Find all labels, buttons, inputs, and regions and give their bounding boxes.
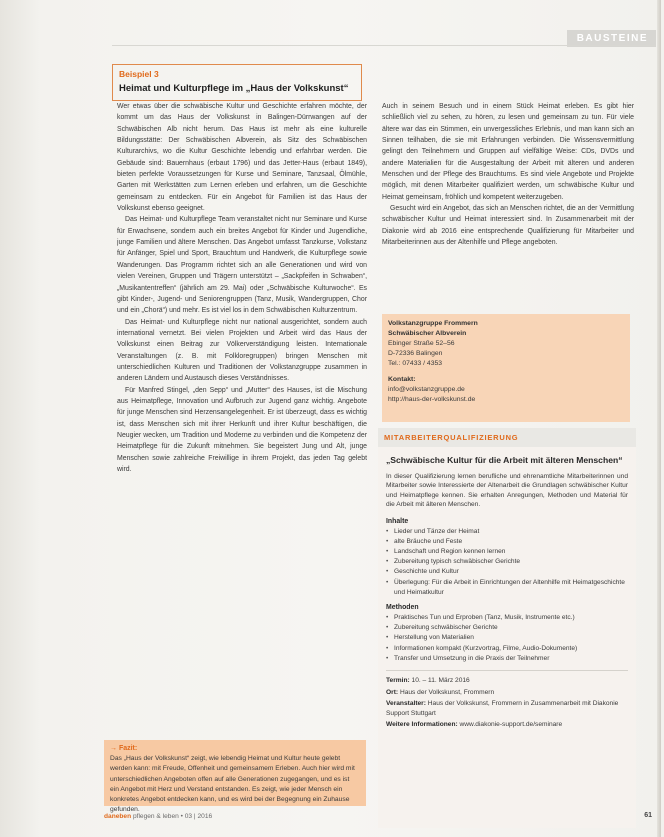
address-phone: Tel.: 07433 / 4353	[388, 360, 443, 367]
list-item: • Zubereitung schwäbischer Gerichte	[386, 623, 628, 633]
page-number: 61	[644, 812, 652, 819]
organizer-value: Haus der Volkskunst, Frommern in Zusammenarbeit mit Diakonie Support Stuttgart	[386, 700, 619, 717]
methods-list	[378, 613, 636, 666]
address-box	[382, 314, 630, 422]
paragraph: Das Heimat- und Kulturpflege nicht nur national ausgerichtet, sondern auch international vernetzt. Bei vielen Projekten und Arbeit wird das Haus der Volkskunst einen Beitrag zur Völkerverständigung leisten. Internationale Veranstaltungen (z. B. mit Folkloregruppen) bringen Menschen mit unterschiedlichen Kulturen und Traditionen der Volkstanzgruppe zusammen in anderen Ländern und Austausch dieses Verständnisses.	[117, 318, 367, 383]
methods-heading: Methoden	[386, 604, 419, 612]
qualification-title: „Schwäbische Kultur für die Arbeit mit älteren Menschen“	[386, 455, 623, 465]
contact-label: Kontakt:	[388, 376, 416, 383]
paragraph: Für Manfred Stingel, „den Sepp“ und „Mutter“ des Hauses, ist die Mischung aus Heimatpflege, Innovation und Aufbruch zur Jugend ganz wichtig. Angebote für junge Menschen sind Herzensangelegenheit. Er ist überzeugt, dass es wichtig ist, dass Menschen sich mit ihrer Herkunft und ihrer Kultur beschäftigen, die Neugier wecken, um Tradition und Moderne zu verbinden und die Kompetenz der Heimatpflege für die Zukunft mitnehmen. Sie begeistert Jung und Alt, junge Menschen sowie zahlreiche Freiwillige in ihrem Projekt, das jeden Tag gelebt wird.	[117, 386, 367, 473]
info-link[interactable]: www.diakonie-support.de/seminare	[459, 721, 563, 729]
fazit-label: → Fazit:	[110, 745, 138, 752]
footer-issue: pflegen & leben • 03 | 2016	[132, 813, 213, 820]
list-item: • alte Bräuche und Feste	[386, 537, 628, 547]
date-line	[378, 675, 636, 687]
date-label: Termin:	[386, 677, 410, 685]
footer-brand: daneben	[104, 813, 132, 820]
fazit-box	[104, 740, 366, 814]
info-line	[378, 719, 636, 731]
address-street: Ebinger Straße 52–56	[388, 340, 455, 347]
page-fold-shadow	[657, 0, 661, 837]
list-item: • Zubereitung typisch schwäbischer Gerichte	[386, 557, 628, 567]
organizer-label: Veranstalter:	[386, 700, 426, 708]
page-footer	[104, 813, 212, 820]
place-line	[378, 687, 636, 699]
list-item: • Informationen kompakt (Kurzvortrag, Filme, Audio-Dokumente)	[386, 644, 628, 654]
right-text-column	[382, 101, 634, 311]
contents-list	[378, 527, 636, 600]
paragraph: Wer etwas über die schwäbische Kultur und Geschichte erfahren möchte, der kommt um das Haus der Volkskunst in Balingen-Dürrwangen auf der Schwäbischen Alb nicht herum. Das Haus ist mehr als eine kulturelle Bildungsstätte: Der Schwäbischen Albverein, als Sitz des Schwäbischen Kulturarchivs, wo die Kultur Geschichte lebendig und erfahrbar werden. Die Gebäude sind: Bauernhaus (erbaut 1796) und das Jetter-Haus (erbaut 1849), bieten perfekte Voraussetzungen für Kurse und Seminare, Tanzsaal, Ölmühle, Garten mit Werkstätten zum Lernen erleben und erfahren, um die Geschichte gemeinsam zu entdecken. Für ein Angebot für Familien ist das Haus der Volkskunst ebenso geeignet.	[117, 103, 367, 213]
list-item: • Herstellung von Materialien	[386, 633, 628, 643]
address-city: D-72336 Balingen	[388, 350, 443, 357]
article-header-box	[112, 64, 362, 101]
left-text-column	[117, 101, 367, 736]
list-item: • Überlegung: Für die Arbeit in Einrichtungen der Altenhilfe mit Heimatgeschichte und Heimatkultur	[386, 578, 628, 598]
list-item: • Geschichte und Kultur	[386, 567, 628, 577]
section-tab: BAUSTEINE	[567, 30, 656, 47]
article-kicker: Beispiel 3	[119, 69, 159, 79]
date-value: 10. – 11. März 2016	[411, 677, 470, 685]
paragraph: Das Heimat- und Kulturpflege Team veranstaltet nicht nur Seminare und Kurse für Erwachsene, sondern auch ein breites Angebot für Kinder und Jugendliche, junge Familien und ältere Menschen. Das Angebot umfasst Tanzkurse, Volkstanz für Anfänger, Spiel und Sport, Brauchtum und Handwerk, die Kulturpflege sowie Wanderungen. Das Programm richtet sich an alle Generationen und wird von vielen Vereinen, Gruppen und Trägern unterstützt – „Sackpfeifen in Schwaben“, „Musikantentreffen“ (jährlich am 29. Mai) oder „Schwäbische Kulturwoche“. Es gibt Kinder-, Jugend- und Seniorengruppen (Tanz, Musik, Wandergruppen, Chor und ein „Chorä“) und mehr. Es ist viel los in dem Schwäbischen Kulturzentrum.	[117, 216, 367, 315]
qualification-intro: In dieser Qualifizierung lernen berufliche und ehrenamtliche Mitarbeiterinnen und Mitarbeiter sowie Interessierte der Altenarbeit die Grundlagen schwäbischer Kultur und Heimatpflege kennen. Sie erhalten Anregungen, Methoden und Material für die Arbeit mit älteren Menschen.	[386, 473, 628, 509]
contact-email-link[interactable]: info@volkstanzgruppe.de	[388, 386, 465, 393]
address-sub: Schwäbischer Albverein	[388, 330, 467, 337]
paragraph: Auch in seinem Besuch und in einem Stück Heimat erleben. Es gibt hier schließlich viel zu sehen, zu hören, zu lesen und gemeinsam zu tun. Für viele ältere war das ein Stimmen, ein unvergessliches Erlebnis, und man kann sich an Sinnen teilhaben, die sie mit Erfahrungen verbinden. Die Wissensvermittlung gelingt den Teilnehmern und Gruppen auf vielfältige Weise: CDs, DVDs und andere Materialien für die Ausgestaltung der Arbeit mit älteren und anderen Menschen und der Pflege des Brauchtums. Es sind viele Angebote und Projekte möglich, mit denen Mitarbeiter qualifiziert werden, um schwäbische Kultur und Heimat gemeinsam, fröhlich und kompetent weiterzugeben.	[382, 103, 634, 201]
contact-web-link[interactable]: http://haus-der-volkskunst.de	[388, 396, 476, 403]
fazit-text: Das „Haus der Volkskunst“ zeigt, wie lebendig Heimat und Kultur heute gelebt werden kann: mit Freude, Offenheit und gemeinsamem Erleben. Auch hier wird mit unterschiedlichen Angeboten offen auf alle Generationen zugegangen, und es ist ein Angebot mit Herz und Verstand entstanden. Es zeigt, wie jeder Mensch ein konkretes Angebot entdecken kann, und es wird bei der Begegnung ein Zuhause gefunden.	[110, 755, 355, 814]
qualification-band: MITARBEITERQUALIFIZIERUNG	[378, 428, 636, 447]
paragraph: Gesucht wird ein Angebot, das sich an Menschen richtet, die an der Vermittlung schwäbischer Kultur und Heimat interessiert sind. In Zusammenarbeit mit der Diakonie wird ab 2016 eine entsprechende Qualifizierung für Mitarbeiter und Mitarbeiterinnen aus der Altenhilfe und Pflege angeboten.	[382, 205, 634, 247]
list-item: • Landschaft und Region kennen lernen	[386, 547, 628, 557]
divider	[386, 670, 628, 671]
qualification-box	[378, 428, 636, 828]
list-item: • Praktisches Tun und Erproben (Tanz, Musik, Instrumente etc.)	[386, 613, 628, 623]
section-divider	[112, 45, 656, 46]
list-item: • Transfer und Umsetzung in die Praxis der Teilnehmer	[386, 654, 628, 664]
contents-heading: Inhalte	[386, 517, 409, 525]
place-label: Ort:	[386, 688, 399, 696]
list-item: • Lieder und Tänze der Heimat	[386, 527, 628, 537]
address-org: Volkstanzgruppe Frommern	[388, 320, 478, 327]
article-title: Heimat und Kulturpflege im „Haus der Volkskunst“	[119, 83, 349, 94]
organizer-line	[378, 698, 636, 719]
info-label: Weitere Informationen:	[386, 721, 458, 729]
place-value: Haus der Volkskunst, Frommern	[399, 688, 495, 696]
